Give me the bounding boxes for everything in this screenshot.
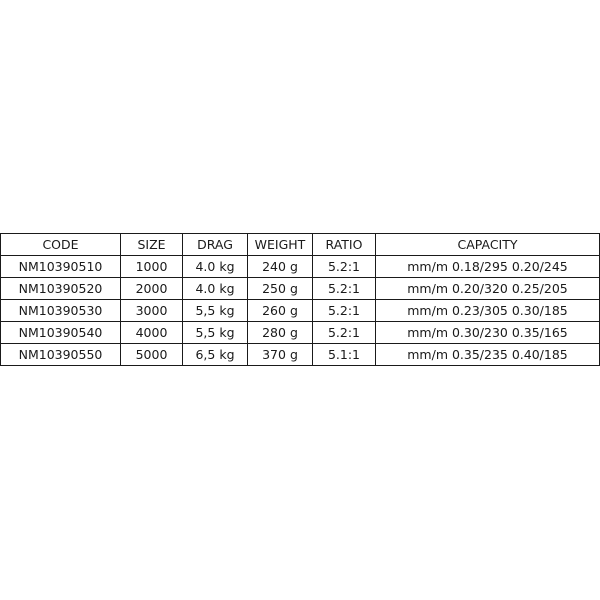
- cell-code: NM10390550: [1, 344, 121, 366]
- header-ratio: RATIO: [313, 234, 376, 256]
- cell-size: 4000: [121, 322, 183, 344]
- cell-weight: 240 g: [248, 256, 313, 278]
- table-row: [1, 344, 600, 366]
- cell-size: 5000: [121, 344, 183, 366]
- cell-capacity: mm/m 0.23/305 0.30/185: [376, 300, 600, 322]
- cell-size: 2000: [121, 278, 183, 300]
- cell-code: NM10390540: [1, 322, 121, 344]
- header-capacity: CAPACITY: [376, 234, 600, 256]
- cell-weight: 260 g: [248, 300, 313, 322]
- table-header-row: [1, 234, 600, 256]
- cell-code: NM10390520: [1, 278, 121, 300]
- cell-size: 3000: [121, 300, 183, 322]
- table-row: [1, 300, 600, 322]
- cell-ratio: 5.2:1: [313, 278, 376, 300]
- cell-weight: 370 g: [248, 344, 313, 366]
- cell-code: NM10390530: [1, 300, 121, 322]
- cell-weight: 250 g: [248, 278, 313, 300]
- cell-drag: 5,5 kg: [183, 300, 248, 322]
- cell-ratio: 5.2:1: [313, 256, 376, 278]
- cell-weight: 280 g: [248, 322, 313, 344]
- cell-drag: 4.0 kg: [183, 256, 248, 278]
- cell-ratio: 5.2:1: [313, 300, 376, 322]
- table-row: [1, 322, 600, 344]
- cell-ratio: 5.1:1: [313, 344, 376, 366]
- spec-table: [0, 233, 600, 366]
- cell-capacity: mm/m 0.20/320 0.25/205: [376, 278, 600, 300]
- header-code: CODE: [1, 234, 121, 256]
- cell-drag: 6,5 kg: [183, 344, 248, 366]
- cell-capacity: mm/m 0.30/230 0.35/165: [376, 322, 600, 344]
- cell-capacity: mm/m 0.18/295 0.20/245: [376, 256, 600, 278]
- header-size: SIZE: [121, 234, 183, 256]
- cell-capacity: mm/m 0.35/235 0.40/185: [376, 344, 600, 366]
- cell-code: NM10390510: [1, 256, 121, 278]
- cell-drag: 5,5 kg: [183, 322, 248, 344]
- table-row: [1, 278, 600, 300]
- header-drag: DRAG: [183, 234, 248, 256]
- cell-drag: 4.0 kg: [183, 278, 248, 300]
- table-row: [1, 256, 600, 278]
- cell-ratio: 5.2:1: [313, 322, 376, 344]
- header-weight: WEIGHT: [248, 234, 313, 256]
- cell-size: 1000: [121, 256, 183, 278]
